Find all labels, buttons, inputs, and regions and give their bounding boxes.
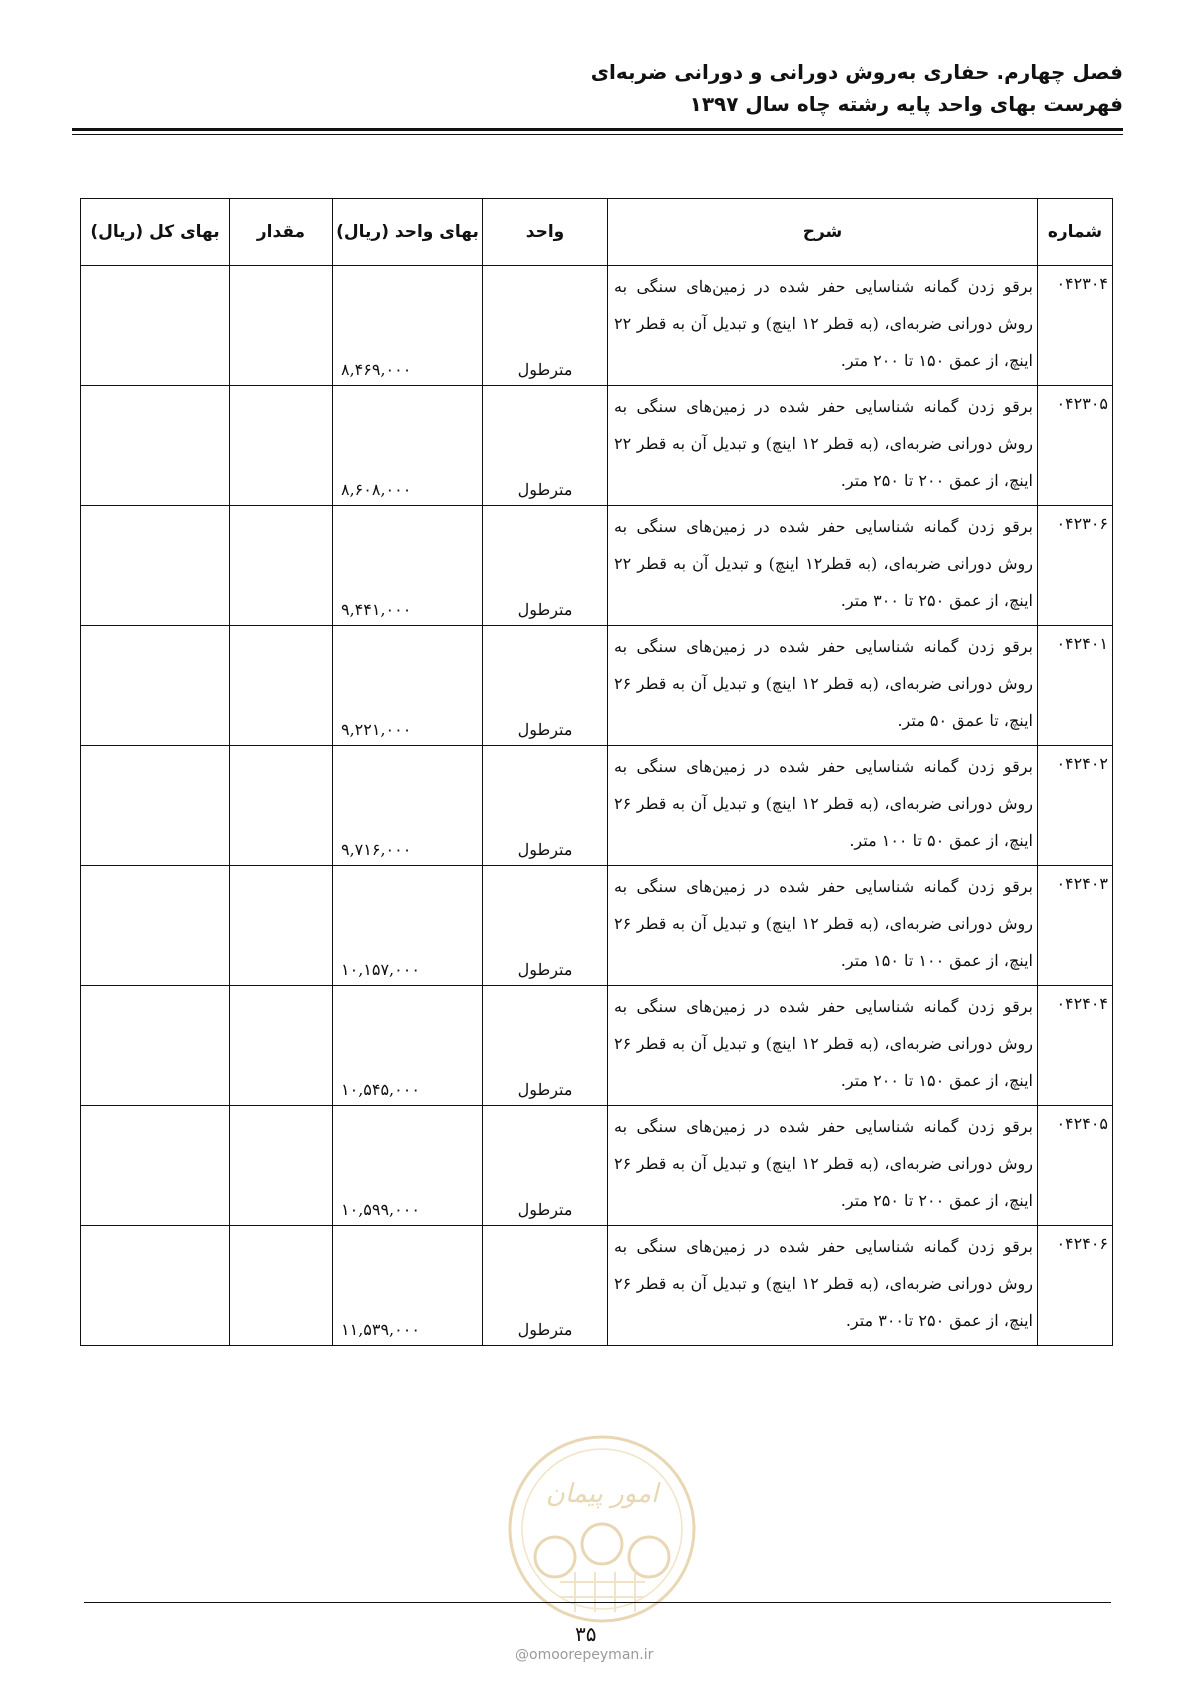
item-quantity bbox=[230, 746, 333, 866]
item-total-price bbox=[81, 626, 230, 746]
table-row bbox=[81, 266, 1113, 386]
item-unit-price: ۸,۶۰۸,۰۰۰ bbox=[333, 386, 483, 506]
header-rule-thin bbox=[72, 134, 1123, 135]
page-header bbox=[591, 56, 1123, 120]
item-code: ۰۴۲۴۰۵ bbox=[1038, 1106, 1113, 1226]
item-unit: مترطول bbox=[483, 626, 608, 746]
item-code: ۰۴۲۴۰۲ bbox=[1038, 746, 1113, 866]
item-total-price bbox=[81, 266, 230, 386]
item-description: برقو زدن گمانه شناسایی حفر شده در زمین‌های سنگی به روش دورانی ضربه‌ای، (به قطر ۱۲ اینچ) و تبدیل آن به قطر ۲۶ اینچ، از عمق ۱۰۰ تا ۱۵۰ متر. bbox=[608, 866, 1038, 986]
header-code: شماره bbox=[1038, 199, 1113, 266]
item-unit-price: ۹,۲۲۱,۰۰۰ bbox=[333, 626, 483, 746]
item-quantity bbox=[230, 986, 333, 1106]
item-unit-price: ۱۰,۵۹۹,۰۰۰ bbox=[333, 1106, 483, 1226]
item-total-price bbox=[81, 1226, 230, 1346]
document-title: فهرست بهای واحد پایه رشته چاه سال ۱۳۹۷ bbox=[689, 92, 1123, 116]
item-total-price bbox=[81, 386, 230, 506]
header-quantity: مقدار bbox=[230, 199, 333, 266]
table-row bbox=[81, 506, 1113, 626]
item-unit: مترطول bbox=[483, 506, 608, 626]
item-quantity bbox=[230, 1106, 333, 1226]
item-description: برقو زدن گمانه شناسایی حفر شده در زمین‌های سنگی به روش دورانی ضربه‌ای، (به قطر ۱۲ اینچ) و تبدیل آن به قطر ۲۶ اینچ، از عمق ۲۰۰ تا ۲۵۰ متر. bbox=[608, 1106, 1038, 1226]
item-quantity bbox=[230, 866, 333, 986]
item-unit: مترطول bbox=[483, 266, 608, 386]
header-unit: واحد bbox=[483, 199, 608, 266]
website-text: @omoorepeyman.ir bbox=[515, 1647, 654, 1663]
item-quantity bbox=[230, 626, 333, 746]
item-code: ۰۴۲۳۰۶ bbox=[1038, 506, 1113, 626]
header-unit-price: بهای واحد (ریال) bbox=[333, 199, 483, 266]
item-description: برقو زدن گمانه شناسایی حفر شده در زمین‌های سنگی به روش دورانی ضربه‌ای، (به قطر ۱۲ اینچ) و تبدیل آن به قطر ۲۶ اینچ، از عمق ۱۵۰ تا ۲۰۰ متر. bbox=[608, 986, 1038, 1106]
item-code: ۰۴۲۴۰۴ bbox=[1038, 986, 1113, 1106]
item-total-price bbox=[81, 866, 230, 986]
item-unit-price: ۱۱,۵۳۹,۰۰۰ bbox=[333, 1226, 483, 1346]
footer-rule bbox=[84, 1602, 1111, 1603]
item-code: ۰۴۲۴۰۱ bbox=[1038, 626, 1113, 746]
item-description: برقو زدن گمانه شناسایی حفر شده در زمین‌های سنگی به روش دورانی ضربه‌ای، (به قطر ۱۲ اینچ) و تبدیل آن به قطر ۲۶ اینچ، از عمق ۲۵۰ تا۳۰۰ متر. bbox=[608, 1226, 1038, 1346]
item-unit: مترطول bbox=[483, 1226, 608, 1346]
item-unit: مترطول bbox=[483, 866, 608, 986]
header-rule-thick bbox=[72, 128, 1123, 131]
item-unit: مترطول bbox=[483, 986, 608, 1106]
item-description: برقو زدن گمانه شناسایی حفر شده در زمین‌های سنگی به روش دورانی ضربه‌ای، (به قطر ۱۲ اینچ) و تبدیل آن به قطر ۲۲ اینچ، از عمق ۲۰۰ تا ۲۵۰ متر. bbox=[608, 386, 1038, 506]
item-description: برقو زدن گمانه شناسایی حفر شده در زمین‌های سنگی به روش دورانی ضربه‌ای، (به قطر۱۲ اینچ) و تبدیل آن به قطر ۲۲ اینچ، از عمق ۲۵۰ تا ۳۰۰ متر. bbox=[608, 506, 1038, 626]
item-total-price bbox=[81, 986, 230, 1106]
item-total-price bbox=[81, 506, 230, 626]
item-quantity bbox=[230, 266, 333, 386]
chapter-title: فصل چهارم. حفاری به‌روش دورانی و دورانی ضربه‌ای bbox=[590, 60, 1123, 84]
item-unit: مترطول bbox=[483, 1106, 608, 1226]
item-total-price bbox=[81, 746, 230, 866]
item-quantity bbox=[230, 386, 333, 506]
gear-icon bbox=[535, 1524, 669, 1577]
table-row bbox=[81, 1106, 1113, 1226]
item-unit: مترطول bbox=[483, 746, 608, 866]
item-total-price bbox=[81, 1106, 230, 1226]
header-total-price: بهای کل (ریال) bbox=[81, 199, 230, 266]
item-unit-price: ۹,۴۴۱,۰۰۰ bbox=[333, 506, 483, 626]
item-description: برقو زدن گمانه شناسایی حفر شده در زمین‌های سنگی به روش دورانی ضربه‌ای، (به قطر ۱۲ اینچ) و تبدیل آن به قطر ۲۶ اینچ، از عمق ۵۰ تا ۱۰۰ متر. bbox=[608, 746, 1038, 866]
item-code: ۰۴۲۴۰۶ bbox=[1038, 1226, 1113, 1346]
table-row bbox=[81, 746, 1113, 866]
table-row bbox=[81, 1226, 1113, 1346]
item-code: ۰۴۲۳۰۴ bbox=[1038, 266, 1113, 386]
watermark-text: امور پیمان bbox=[545, 1479, 659, 1509]
item-unit-price: ۹,۷۱۶,۰۰۰ bbox=[333, 746, 483, 866]
table-row bbox=[81, 866, 1113, 986]
table-header-row bbox=[81, 199, 1113, 266]
item-unit-price: ۱۰,۱۵۷,۰۰۰ bbox=[333, 866, 483, 986]
item-code: ۰۴۲۴۰۳ bbox=[1038, 866, 1113, 986]
item-quantity bbox=[230, 1226, 333, 1346]
item-unit: مترطول bbox=[483, 386, 608, 506]
item-code: ۰۴۲۳۰۵ bbox=[1038, 386, 1113, 506]
item-quantity bbox=[230, 506, 333, 626]
table-row bbox=[81, 386, 1113, 506]
table-row bbox=[81, 986, 1113, 1106]
table-row bbox=[81, 626, 1113, 746]
watermark-logo bbox=[505, 1432, 699, 1626]
page-number: ۳۵ bbox=[575, 1622, 597, 1646]
item-unit-price: ۱۰,۵۴۵,۰۰۰ bbox=[333, 986, 483, 1106]
item-description: برقو زدن گمانه شناسایی حفر شده در زمین‌های سنگی به روش دورانی ضربه‌ای، (به قطر ۱۲ اینچ) و تبدیل آن به قطر ۲۲ اینچ، از عمق ۱۵۰ تا ۲۰۰ متر. bbox=[608, 266, 1038, 386]
price-list-table bbox=[80, 198, 1113, 1346]
header-description: شرح bbox=[608, 199, 1038, 266]
item-unit-price: ۸,۴۶۹,۰۰۰ bbox=[333, 266, 483, 386]
item-description: برقو زدن گمانه شناسایی حفر شده در زمین‌های سنگی به روش دورانی ضربه‌ای، (به قطر ۱۲ اینچ) و تبدیل آن به قطر ۲۶ اینچ، تا عمق ۵۰ متر. bbox=[608, 626, 1038, 746]
